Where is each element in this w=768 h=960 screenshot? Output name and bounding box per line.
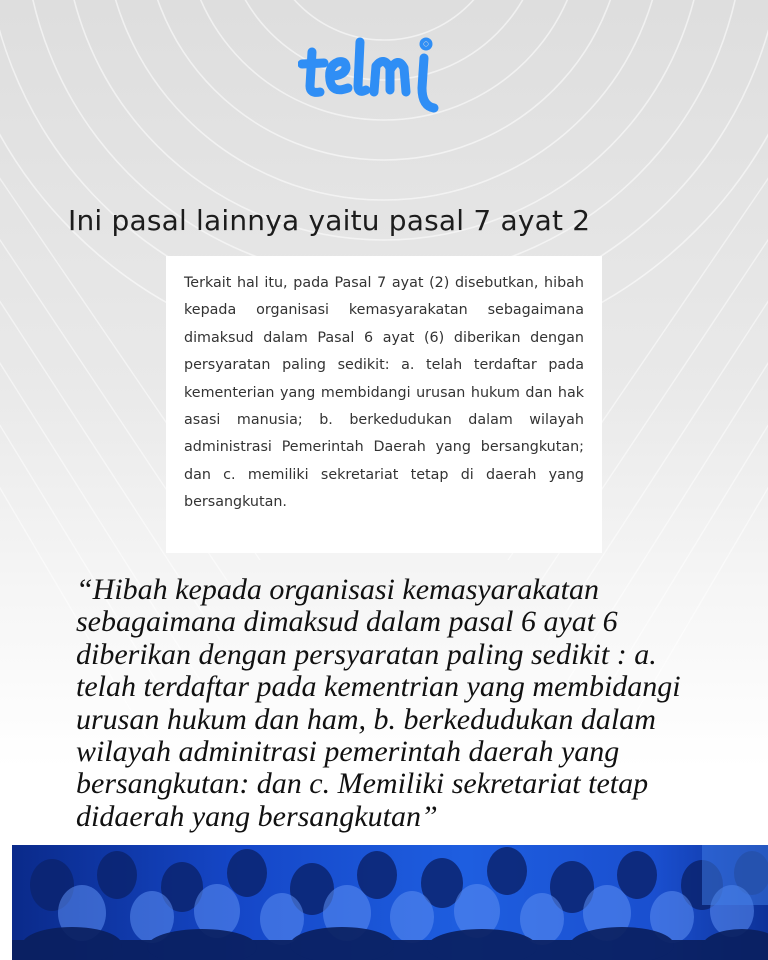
telmi-logo [298, 36, 444, 116]
telmi-logo-icon [298, 36, 444, 116]
group-photo-image [12, 845, 768, 960]
page-heading: Ini pasal lainnya yaitu pasal 7 ayat 2 [68, 204, 591, 237]
group-photo [12, 845, 768, 960]
article-excerpt-box [166, 256, 602, 553]
quote-text: “Hibah kepada organisasi kemasyarakatan sebagaimana dimaksud dalam pasal 6 ayat 6 diberikan dengan persyaratan paling sedikit : a. telah terdaftar pada kementrian yang membidangi urusan hukum dan ham, b. berkedudukan dalam wilayah adminitrasi pemerintah daerah yang bersangkutan: dan c. Memiliki sekretariat tetap didaerah yang bersangkutan” [76, 573, 681, 833]
article-excerpt-text: Terkait hal itu, pada Pasal 7 ayat (2) disebutkan, hibah kepada organisasi kemasyarakatan sebagaimana dimaksud dalam Pasal 6 ayat (6) diberikan dengan persyaratan paling sedikit: a. telah terdaftar pada kementerian yang membidangi urusan hukum dan hak asasi manusia; b. berkedudukan dalam wilayah administrasi Pemerintah Daerah yang bersangkutan; dan c. memiliki sekretariat tetap di daerah yang bersangkutan. [184, 275, 584, 511]
